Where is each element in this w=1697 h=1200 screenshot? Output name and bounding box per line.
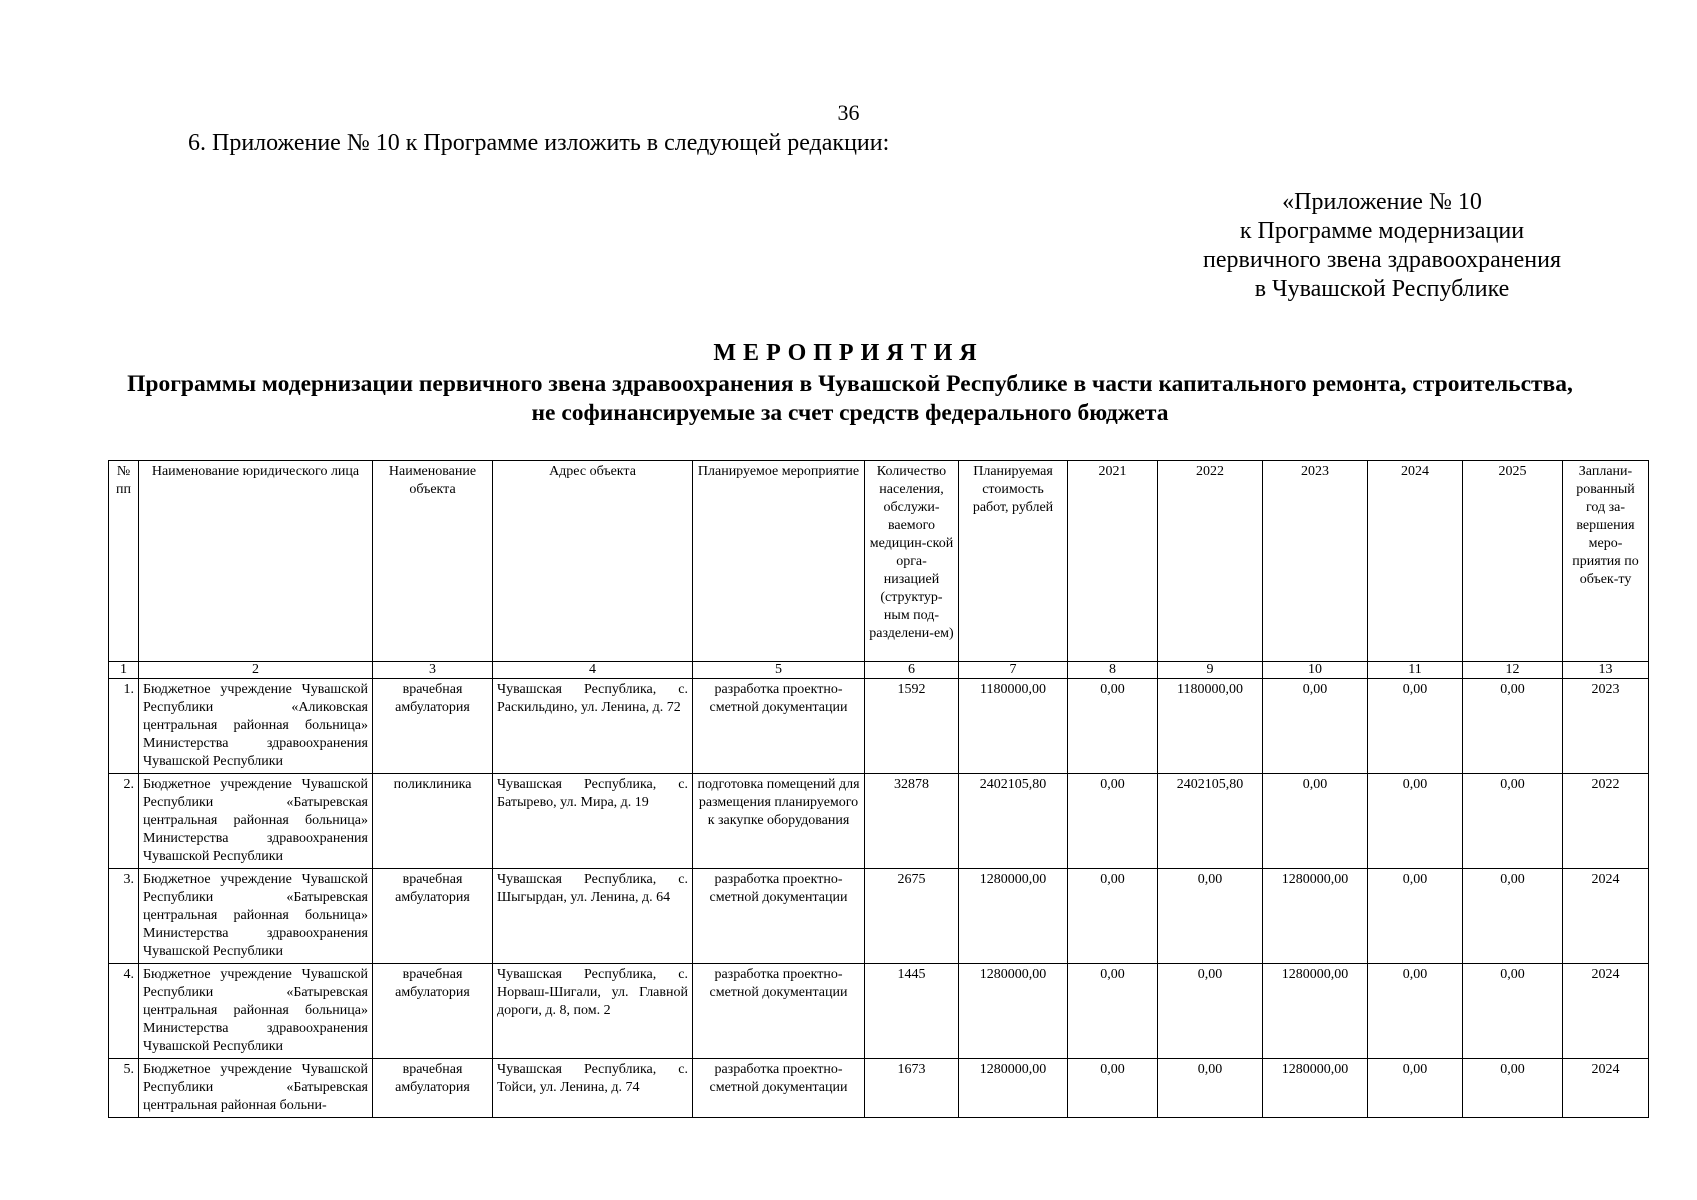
cell-2023: 1280000,00 [1263,964,1368,1059]
column-number: 13 [1563,662,1649,679]
column-number: 11 [1368,662,1463,679]
measures-table [108,460,1649,1118]
cell-object: врачебная амбулатория [373,1059,493,1118]
cell-activity: разработка проектно-сметной документации [693,679,865,774]
column-number: 12 [1463,662,1563,679]
column-number: 4 [493,662,693,679]
cell-2022: 2402105,80 [1158,774,1263,869]
cell-2022: 0,00 [1158,869,1263,964]
cell-object: врачебная амбулатория [373,679,493,774]
cell-2021: 0,00 [1068,679,1158,774]
cell-2025: 0,00 [1463,679,1563,774]
cell-activity: разработка проектно-сметной документации [693,964,865,1059]
document-subtitle: Программы модернизации первичного звена здравоохранения в Чувашской Республике в части капитального ремонта, строительства, не софинансируемые за счет средств федерального бюджета [127,371,1573,426]
cell-2021: 0,00 [1068,1059,1158,1118]
column-number: 2 [139,662,373,679]
cell-population: 2675 [865,869,959,964]
column-header: Наименование объекта [373,461,493,662]
cell-entity: Бюджетное учреждение Чувашской Республики «Батыревская центральная районная больница» Министерства здравоохранения Чувашской Республики [139,964,373,1059]
cell-2024: 0,00 [1368,679,1463,774]
cell-object: врачебная амбулатория [373,964,493,1059]
table-row [109,869,1649,964]
column-number-row [109,662,1649,679]
cell-2022: 0,00 [1158,964,1263,1059]
appendix-line-4: в Чувашской Республике [1254,276,1510,302]
column-header: 2025 [1463,461,1563,662]
cell-2022: 1180000,00 [1158,679,1263,774]
cell-entity: Бюджетное учреждение Чувашской Республики «Батыревская центральная районная больни- [139,1059,373,1118]
cell-address: Чувашская Республика, с. Норваш-Шигали, ул. Главной дороги, д. 8, пом. 2 [493,964,693,1059]
cell-address: Чувашская Республика, с. Тойси, ул. Ленина, д. 74 [493,1059,693,1118]
cell-object: врачебная амбулатория [373,869,493,964]
appendix-line-1: «Приложение № 10 [1282,189,1482,215]
cell-number: 1. [109,679,139,774]
column-number: 8 [1068,662,1158,679]
cell-number: 2. [109,774,139,869]
cell-cost: 2402105,80 [959,774,1068,869]
cell-number: 5. [109,1059,139,1118]
cell-2023: 0,00 [1263,774,1368,869]
cell-entity: Бюджетное учреждение Чувашской Республики «Батыревская центральная районная больница» Министерства здравоохранения Чувашской Республики [139,774,373,869]
cell-activity: разработка проектно-сметной документации [693,869,865,964]
cell-entity: Бюджетное учреждение Чувашской Республики «Аликовская центральная районная больница» Министерства здравоохранения Чувашской Республики [139,679,373,774]
cell-2023: 0,00 [1263,679,1368,774]
page-number: 36 [837,100,860,125]
cell-2023: 1280000,00 [1263,1059,1368,1118]
cell-2022: 0,00 [1158,1059,1263,1118]
document-title: МЕРОПРИЯТИЯ [713,340,984,366]
column-number: 5 [693,662,865,679]
cell-2021: 0,00 [1068,869,1158,964]
cell-year-end: 2024 [1563,964,1649,1059]
cell-2025: 0,00 [1463,774,1563,869]
cell-year-end: 2024 [1563,1059,1649,1118]
column-header: 2021 [1068,461,1158,662]
cell-2021: 0,00 [1068,774,1158,869]
column-number: 9 [1158,662,1263,679]
appendix-note [1167,188,1597,304]
column-header: Планируемое мероприятие [693,461,865,662]
column-header: Планируемая стоимость работ, рублей [959,461,1068,662]
appendix-line-2: к Программе модернизации [1239,218,1525,244]
cell-population: 1592 [865,679,959,774]
cell-cost: 1280000,00 [959,869,1068,964]
cell-entity: Бюджетное учреждение Чувашской Республики «Батыревская центральная районная больница» Министерства здравоохранения Чувашской Республики [139,869,373,964]
column-number: 10 [1263,662,1368,679]
cell-activity: подготовка помещений для размещения планируемого к закупке оборудования [693,774,865,869]
column-header: Количество населения, обслужи-ваемого медицин-ской орга-низацией (структур-ным под-разделени-ем) [865,461,959,662]
cell-address: Чувашская Республика, с. Раскильдино, ул. Ленина, д. 72 [493,679,693,774]
cell-2024: 0,00 [1368,774,1463,869]
cell-object: поликлиника [373,774,493,869]
cell-2025: 0,00 [1463,964,1563,1059]
cell-year-end: 2024 [1563,869,1649,964]
cell-year-end: 2022 [1563,774,1649,869]
cell-2021: 0,00 [1068,964,1158,1059]
table-header-row [109,461,1649,662]
cell-population: 1673 [865,1059,959,1118]
column-number: 6 [865,662,959,679]
cell-population: 1445 [865,964,959,1059]
cell-2023: 1280000,00 [1263,869,1368,964]
column-header: Заплани-рованный год за-вершения меро-приятия по объек-ту [1563,461,1649,662]
cell-activity: разработка проектно-сметной документации [693,1059,865,1118]
column-header: 2023 [1263,461,1368,662]
table-row [109,964,1649,1059]
table-row [109,774,1649,869]
cell-address: Чувашская Республика, с. Шыгырдан, ул. Ленина, д. 64 [493,869,693,964]
column-number: 1 [109,662,139,679]
appendix-line-3: первичного звена здравоохранения [1202,247,1561,273]
column-header: 2022 [1158,461,1263,662]
cell-cost: 1280000,00 [959,1059,1068,1118]
column-header: Адрес объекта [493,461,693,662]
cell-cost: 1280000,00 [959,964,1068,1059]
cell-2025: 0,00 [1463,869,1563,964]
cell-year-end: 2023 [1563,679,1649,774]
cell-2024: 0,00 [1368,1059,1463,1118]
cell-cost: 1180000,00 [959,679,1068,774]
column-number: 7 [959,662,1068,679]
column-header: № пп [109,461,139,662]
cell-number: 4. [109,964,139,1059]
cell-2025: 0,00 [1463,1059,1563,1118]
column-header: 2024 [1368,461,1463,662]
cell-2024: 0,00 [1368,869,1463,964]
cell-address: Чувашская Республика, с. Батырево, ул. Мира, д. 19 [493,774,693,869]
column-number: 3 [373,662,493,679]
intro-paragraph: 6. Приложение № 10 к Программе изложить в следующей редакции: [188,130,890,156]
column-header: Наименование юридического лица [139,461,373,662]
cell-2024: 0,00 [1368,964,1463,1059]
table-row [109,679,1649,774]
cell-number: 3. [109,869,139,964]
table-row [109,1059,1649,1118]
cell-population: 32878 [865,774,959,869]
